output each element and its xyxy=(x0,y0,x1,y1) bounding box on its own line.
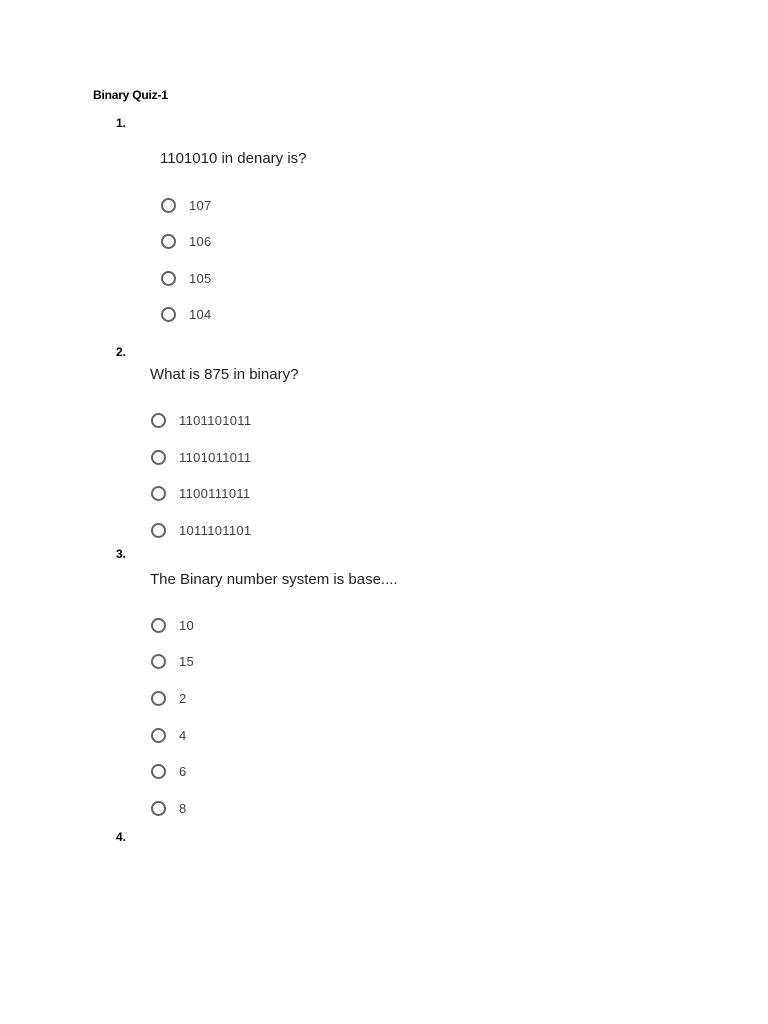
question-2-option-1[interactable] xyxy=(151,409,251,431)
option-label: 1011101101 xyxy=(179,522,252,538)
option-label: 4 xyxy=(179,727,187,743)
option-label: 10 xyxy=(179,617,195,633)
document-title: Binary Quiz-1 xyxy=(93,88,168,102)
question-2-option-3[interactable] xyxy=(151,482,250,504)
radio-button-icon[interactable] xyxy=(151,523,166,538)
question-3-option-2[interactable] xyxy=(151,650,194,672)
option-label: 15 xyxy=(179,653,195,669)
option-label: 106 xyxy=(189,233,212,249)
radio-button-icon[interactable] xyxy=(151,764,166,779)
question-3-option-3[interactable] xyxy=(151,687,187,709)
radio-button-icon[interactable] xyxy=(151,486,166,501)
radio-button-icon[interactable] xyxy=(151,413,166,428)
radio-button-icon[interactable] xyxy=(151,801,166,816)
radio-button-icon[interactable] xyxy=(151,618,166,633)
question-1-option-3[interactable] xyxy=(161,267,212,289)
question-1-option-4[interactable] xyxy=(161,303,212,325)
option-label: 1101011011 xyxy=(179,449,252,465)
question-3-option-5[interactable] xyxy=(151,760,187,782)
radio-button-icon[interactable] xyxy=(161,198,176,213)
radio-button-icon[interactable] xyxy=(151,654,166,669)
question-3-option-1[interactable] xyxy=(151,614,194,636)
question-2-number: 2. xyxy=(116,345,127,359)
option-label: 107 xyxy=(189,197,212,213)
option-label: 104 xyxy=(189,306,212,322)
question-3-option-4[interactable] xyxy=(151,724,187,746)
question-1-option-2[interactable] xyxy=(161,230,212,252)
radio-button-icon[interactable] xyxy=(161,307,176,322)
radio-button-icon[interactable] xyxy=(151,728,166,743)
option-label: 105 xyxy=(189,270,212,286)
question-4-number: 4. xyxy=(116,830,127,844)
radio-button-icon[interactable] xyxy=(161,271,176,286)
question-1-number: 1. xyxy=(116,116,127,130)
question-1-option-1[interactable] xyxy=(161,194,212,216)
question-1-text: 1101010 in denary is? xyxy=(160,150,307,167)
option-label: 6 xyxy=(179,763,187,779)
question-3-option-6[interactable] xyxy=(151,797,187,819)
option-label: 8 xyxy=(179,800,187,816)
radio-button-icon[interactable] xyxy=(161,234,176,249)
question-2-option-4[interactable] xyxy=(151,519,251,541)
radio-button-icon[interactable] xyxy=(151,450,166,465)
question-3-number: 3. xyxy=(116,547,127,561)
option-label: 2 xyxy=(179,690,187,706)
question-3-text: The Binary number system is base.... xyxy=(150,571,398,588)
option-label: 1100111011 xyxy=(179,485,251,501)
radio-button-icon[interactable] xyxy=(151,691,166,706)
question-2-option-2[interactable] xyxy=(151,446,251,468)
option-label: 1101101011 xyxy=(179,412,252,428)
question-2-text: What is 875 in binary? xyxy=(150,366,299,383)
